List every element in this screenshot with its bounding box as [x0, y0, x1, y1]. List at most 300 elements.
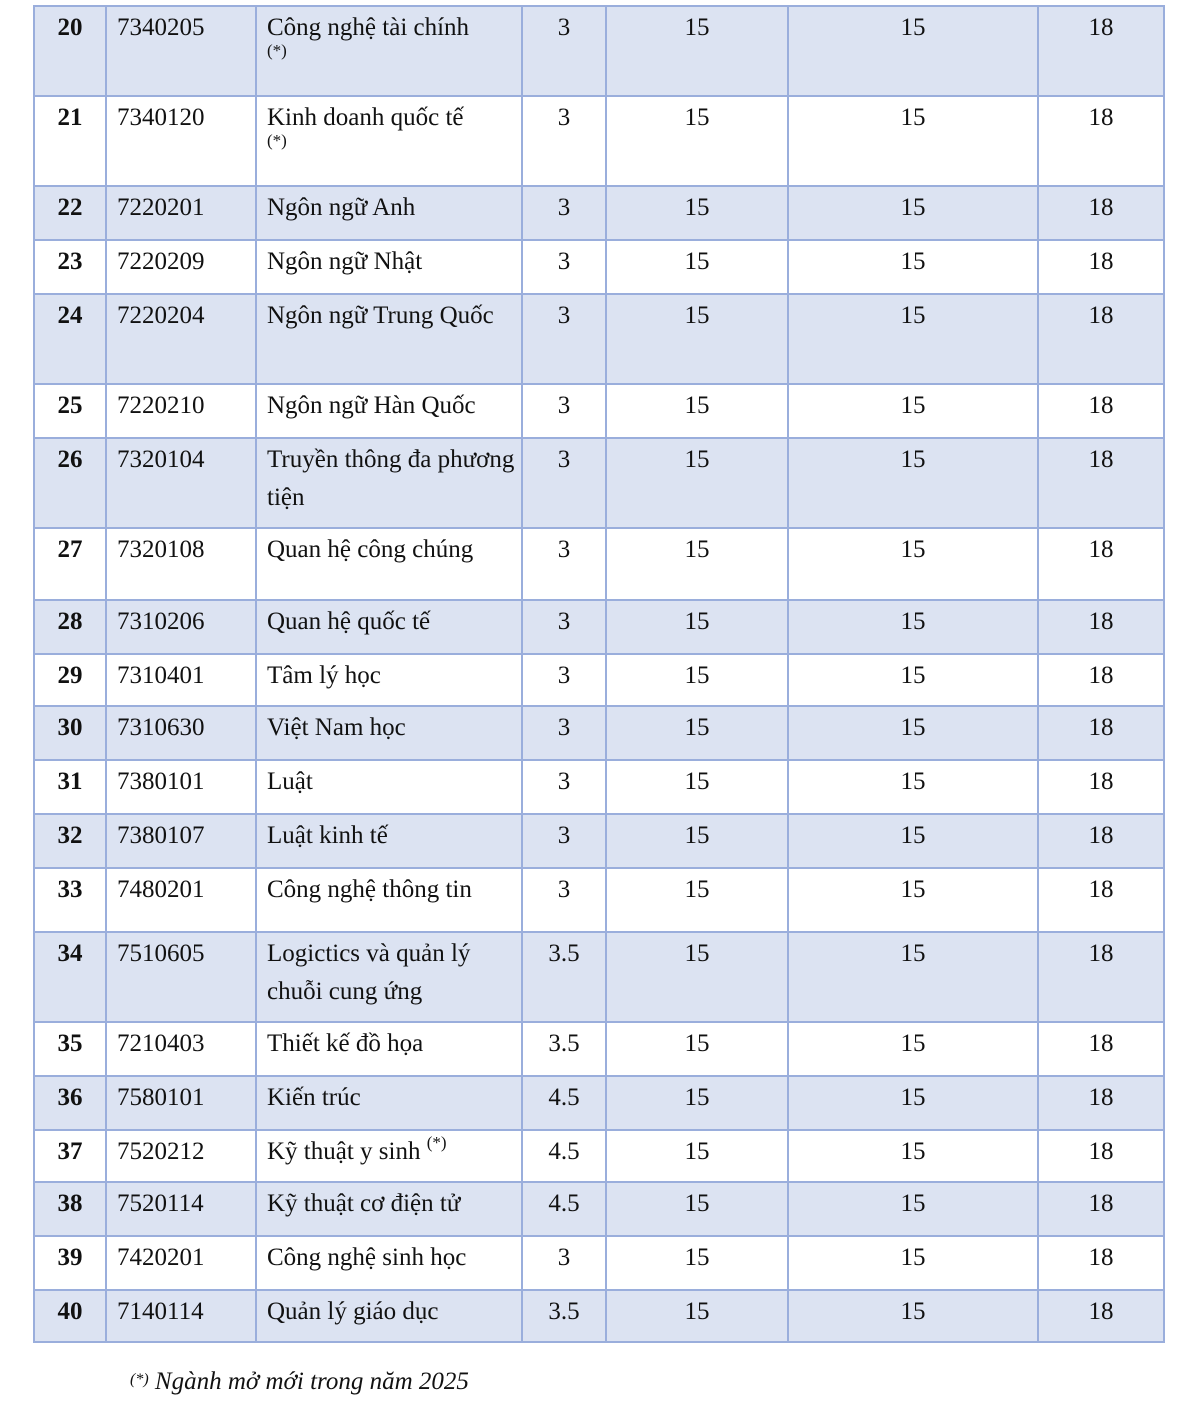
- major-code: 7380107: [117, 822, 205, 849]
- col-c-value-cell: [788, 6, 1038, 96]
- major-name: Công nghệ sinh học: [267, 1244, 467, 1271]
- col-d-value-cell: [1038, 384, 1164, 438]
- row-number: 35: [57, 1030, 83, 1057]
- col-c-value: 15: [900, 194, 926, 221]
- col-d-value-cell: [1038, 294, 1164, 384]
- major-code: 7380101: [117, 768, 205, 795]
- row-number: 29: [57, 662, 83, 689]
- major-name: Kỹ thuật cơ điện tử: [267, 1190, 461, 1217]
- major-code: 7310630: [117, 714, 205, 741]
- row-number: 30: [57, 714, 83, 741]
- col-b-value: 15: [684, 248, 710, 275]
- col-b-value: 15: [684, 104, 710, 131]
- row-number: 32: [57, 822, 83, 849]
- col-d-value-cell: [1038, 1182, 1164, 1236]
- col-d-value: 18: [1088, 194, 1114, 221]
- col-d-value: 18: [1088, 876, 1114, 903]
- major-name-cell: [256, 868, 522, 932]
- row-number: 31: [57, 768, 83, 795]
- row-number-cell: [34, 240, 106, 294]
- major-name-cell: [256, 814, 522, 868]
- major-code: 7310401: [117, 662, 205, 689]
- col-b-value: 15: [684, 940, 710, 967]
- major-code: 7320108: [117, 536, 205, 563]
- col-d-value: 18: [1088, 1190, 1114, 1217]
- table-row: [34, 868, 1164, 932]
- col-c-value: 15: [900, 1244, 926, 1271]
- col-d-value: 18: [1088, 1030, 1114, 1057]
- col-c-value: 15: [900, 302, 926, 329]
- col-a-value: 3: [557, 1244, 571, 1271]
- row-number: 36: [57, 1084, 83, 1111]
- col-a-value-cell: [522, 438, 606, 528]
- row-number-cell: [34, 1076, 106, 1130]
- col-b-value: 15: [684, 714, 710, 741]
- row-number: 37: [57, 1138, 83, 1165]
- col-b-value-cell: [606, 760, 788, 814]
- col-b-value-cell: [606, 814, 788, 868]
- table-row: [34, 932, 1164, 1022]
- col-c-value-cell: [788, 240, 1038, 294]
- col-b-value: 15: [684, 662, 710, 689]
- col-d-value-cell: [1038, 6, 1164, 96]
- major-code-cell: [106, 384, 256, 438]
- col-d-value: 18: [1088, 940, 1114, 967]
- col-b-value-cell: [606, 1182, 788, 1236]
- table-row: [34, 384, 1164, 438]
- row-number: 24: [57, 302, 83, 329]
- row-number: 25: [57, 392, 83, 419]
- col-c-value-cell: [788, 384, 1038, 438]
- col-a-value: 3.5: [548, 1298, 580, 1325]
- col-b-value-cell: [606, 1236, 788, 1290]
- col-a-value: 3.5: [548, 940, 580, 967]
- col-d-value-cell: [1038, 240, 1164, 294]
- col-a-value: 4.5: [548, 1084, 580, 1111]
- row-number-cell: [34, 528, 106, 600]
- row-number: 27: [57, 536, 83, 563]
- table-row: [34, 814, 1164, 868]
- col-a-value-cell: [522, 96, 606, 186]
- row-number-cell: [34, 1290, 106, 1342]
- major-code-cell: [106, 654, 256, 706]
- col-d-value: 18: [1088, 768, 1114, 795]
- col-d-value-cell: [1038, 814, 1164, 868]
- major-name-cell: [256, 1236, 522, 1290]
- major-name-cell: [256, 1182, 522, 1236]
- col-d-value-cell: [1038, 96, 1164, 186]
- table-row: [34, 760, 1164, 814]
- col-a-value: 3: [557, 302, 571, 329]
- col-a-value-cell: [522, 932, 606, 1022]
- col-d-value: 18: [1088, 1244, 1114, 1271]
- col-c-value-cell: [788, 1236, 1038, 1290]
- col-c-value-cell: [788, 186, 1038, 240]
- col-a-value-cell: [522, 240, 606, 294]
- col-d-value-cell: [1038, 186, 1164, 240]
- col-a-value: 3: [557, 14, 571, 41]
- col-b-value: 15: [684, 876, 710, 903]
- col-c-value: 15: [900, 392, 926, 419]
- col-d-value-cell: [1038, 868, 1164, 932]
- col-c-value-cell: [788, 1022, 1038, 1076]
- major-code: 7220210: [117, 392, 205, 419]
- table-row: [34, 438, 1164, 528]
- major-name-cell: [256, 96, 522, 186]
- row-number: 39: [57, 1244, 83, 1271]
- col-c-value: 15: [900, 608, 926, 635]
- col-c-value: 15: [900, 446, 926, 473]
- row-number-cell: [34, 1236, 106, 1290]
- row-number: 23: [57, 248, 83, 275]
- col-c-value: 15: [900, 1298, 926, 1325]
- col-b-value-cell: [606, 1076, 788, 1130]
- col-c-value-cell: [788, 1130, 1038, 1182]
- col-c-value-cell: [788, 294, 1038, 384]
- col-a-value-cell: [522, 6, 606, 96]
- major-code-cell: [106, 294, 256, 384]
- col-c-value: 15: [900, 940, 926, 967]
- row-number-cell: [34, 438, 106, 528]
- col-d-value: 18: [1088, 608, 1114, 635]
- col-c-value: 15: [900, 662, 926, 689]
- major-code: 7580101: [117, 1084, 205, 1111]
- col-d-value-cell: [1038, 1022, 1164, 1076]
- col-c-value-cell: [788, 600, 1038, 654]
- major-name: Logictics và quản lý chuỗi cung ứng: [267, 940, 471, 1005]
- row-number: 20: [57, 14, 83, 41]
- row-number-cell: [34, 1182, 106, 1236]
- col-a-value: 4.5: [548, 1190, 580, 1217]
- major-name-cell: [256, 1130, 522, 1182]
- col-a-value-cell: [522, 600, 606, 654]
- col-c-value-cell: [788, 868, 1038, 932]
- row-number-cell: [34, 654, 106, 706]
- col-a-value: 3: [557, 392, 571, 419]
- major-name: Kinh doanh quốc tế: [267, 104, 464, 131]
- major-name-cell: [256, 6, 522, 96]
- col-c-value: 15: [900, 1030, 926, 1057]
- col-b-value-cell: [606, 932, 788, 1022]
- table-row: [34, 186, 1164, 240]
- major-code: 7520114: [117, 1190, 204, 1217]
- row-number: 38: [57, 1190, 83, 1217]
- col-d-value-cell: [1038, 528, 1164, 600]
- row-number: 28: [57, 608, 83, 635]
- major-code-cell: [106, 6, 256, 96]
- col-b-value: 15: [684, 608, 710, 635]
- col-a-value: 3: [557, 822, 571, 849]
- col-a-value: 3: [557, 876, 571, 903]
- col-d-value: 18: [1088, 714, 1114, 741]
- col-a-value: 4.5: [548, 1138, 580, 1165]
- col-a-value-cell: [522, 654, 606, 706]
- col-d-value: 18: [1088, 104, 1114, 131]
- col-b-value-cell: [606, 438, 788, 528]
- col-c-value-cell: [788, 1182, 1038, 1236]
- col-d-value: 18: [1088, 14, 1114, 41]
- col-c-value-cell: [788, 760, 1038, 814]
- major-code-cell: [106, 760, 256, 814]
- major-code-cell: [106, 240, 256, 294]
- col-a-value-cell: [522, 384, 606, 438]
- col-c-value: 15: [900, 768, 926, 795]
- major-code-cell: [106, 438, 256, 528]
- row-number-cell: [34, 814, 106, 868]
- table-row: [34, 96, 1164, 186]
- col-c-value: 15: [900, 1190, 926, 1217]
- major-name: Quản lý giáo dục: [267, 1298, 439, 1325]
- major-name-cell: [256, 528, 522, 600]
- col-b-value: 15: [684, 1190, 710, 1217]
- major-name: Ngôn ngữ Hàn Quốc: [267, 392, 476, 419]
- table-row: [34, 706, 1164, 760]
- major-code-cell: [106, 706, 256, 760]
- col-d-value: 18: [1088, 1298, 1114, 1325]
- col-b-value-cell: [606, 600, 788, 654]
- col-b-value-cell: [606, 706, 788, 760]
- col-d-value-cell: [1038, 1236, 1164, 1290]
- col-c-value: 15: [900, 14, 926, 41]
- col-a-value-cell: [522, 1076, 606, 1130]
- col-c-value-cell: [788, 814, 1038, 868]
- col-b-value-cell: [606, 1022, 788, 1076]
- table-row: [34, 1290, 1164, 1342]
- col-d-value: 18: [1088, 536, 1114, 563]
- col-b-value: 15: [684, 822, 710, 849]
- table-row: [34, 1130, 1164, 1182]
- major-code-cell: [106, 1022, 256, 1076]
- col-a-value: 3: [557, 446, 571, 473]
- table-row: [34, 654, 1164, 706]
- col-a-value-cell: [522, 1130, 606, 1182]
- major-code: 7140114: [117, 1298, 204, 1325]
- col-b-value-cell: [606, 6, 788, 96]
- col-b-value: 15: [684, 1084, 710, 1111]
- row-number-cell: [34, 760, 106, 814]
- col-a-value: 3: [557, 536, 571, 563]
- col-b-value: 15: [684, 1298, 710, 1325]
- major-name: Ngôn ngữ Trung Quốc: [267, 302, 494, 329]
- major-name-cell: [256, 294, 522, 384]
- table-row: [34, 1076, 1164, 1130]
- row-number: 22: [57, 194, 83, 221]
- col-b-value: 15: [684, 1244, 710, 1271]
- major-code: 7420201: [117, 1244, 205, 1271]
- major-code: 7340205: [117, 14, 205, 41]
- col-a-value: 3: [557, 662, 571, 689]
- major-code-cell: [106, 1076, 256, 1130]
- table-row: [34, 1182, 1164, 1236]
- major-name: Kiến trúc: [267, 1084, 361, 1111]
- col-d-value: 18: [1088, 822, 1114, 849]
- new-major-mark: (*): [267, 131, 287, 150]
- col-a-value: 3: [557, 248, 571, 275]
- major-code: 7320104: [117, 446, 205, 473]
- col-b-value-cell: [606, 384, 788, 438]
- col-d-value-cell: [1038, 438, 1164, 528]
- table-body: [34, 6, 1164, 1342]
- col-c-value: 15: [900, 876, 926, 903]
- table-row: [34, 528, 1164, 600]
- col-b-value-cell: [606, 868, 788, 932]
- col-d-value: 18: [1088, 302, 1114, 329]
- col-c-value: 15: [900, 1084, 926, 1111]
- col-c-value: 15: [900, 104, 926, 131]
- major-code: 7480201: [117, 876, 205, 903]
- col-b-value-cell: [606, 528, 788, 600]
- row-number: 21: [57, 104, 83, 131]
- footnote-mark: (*): [130, 1371, 149, 1388]
- row-number-cell: [34, 1022, 106, 1076]
- col-c-value-cell: [788, 706, 1038, 760]
- col-a-value: 3: [557, 768, 571, 795]
- major-code-cell: [106, 932, 256, 1022]
- col-c-value: 15: [900, 714, 926, 741]
- major-name: Ngôn ngữ Nhật: [267, 248, 423, 275]
- col-d-value-cell: [1038, 654, 1164, 706]
- col-b-value: 15: [684, 1138, 710, 1165]
- row-number: 40: [57, 1298, 83, 1325]
- col-d-value-cell: [1038, 760, 1164, 814]
- col-d-value: 18: [1088, 662, 1114, 689]
- admission-table: [33, 5, 1165, 1343]
- col-a-value-cell: [522, 1182, 606, 1236]
- major-name: Công nghệ thông tin: [267, 876, 472, 903]
- col-d-value-cell: [1038, 1130, 1164, 1182]
- col-d-value: 18: [1088, 446, 1114, 473]
- table-row: [34, 1022, 1164, 1076]
- major-name-cell: [256, 1022, 522, 1076]
- col-b-value-cell: [606, 186, 788, 240]
- col-d-value: 18: [1088, 1084, 1114, 1111]
- major-name-cell: [256, 240, 522, 294]
- col-c-value-cell: [788, 654, 1038, 706]
- col-b-value: 15: [684, 392, 710, 419]
- col-a-value-cell: [522, 294, 606, 384]
- col-a-value-cell: [522, 868, 606, 932]
- major-name-cell: [256, 1076, 522, 1130]
- col-b-value: 15: [684, 302, 710, 329]
- col-d-value-cell: [1038, 1290, 1164, 1342]
- col-b-value: 15: [684, 14, 710, 41]
- row-number-cell: [34, 706, 106, 760]
- major-name: Tâm lý học: [267, 662, 381, 689]
- table-row: [34, 240, 1164, 294]
- col-d-value: 18: [1088, 248, 1114, 275]
- col-d-value-cell: [1038, 706, 1164, 760]
- row-number: 33: [57, 876, 83, 903]
- row-number-cell: [34, 294, 106, 384]
- new-major-mark: (*): [267, 41, 287, 60]
- col-d-value: 18: [1088, 392, 1114, 419]
- row-number-cell: [34, 6, 106, 96]
- major-code-cell: [106, 1290, 256, 1342]
- major-name: Ngôn ngữ Anh: [267, 194, 416, 221]
- row-number-cell: [34, 384, 106, 438]
- row-number: 26: [57, 446, 83, 473]
- major-code-cell: [106, 814, 256, 868]
- major-code: 7510605: [117, 940, 205, 967]
- col-b-value-cell: [606, 1290, 788, 1342]
- col-a-value: 3: [557, 714, 571, 741]
- col-a-value-cell: [522, 1236, 606, 1290]
- major-name-cell: [256, 600, 522, 654]
- col-b-value: 15: [684, 536, 710, 563]
- major-name: Luật: [267, 768, 313, 795]
- col-b-value-cell: [606, 1130, 788, 1182]
- col-c-value: 15: [900, 1138, 926, 1165]
- major-code: 7310206: [117, 608, 205, 635]
- row-number-cell: [34, 96, 106, 186]
- major-name-cell: [256, 932, 522, 1022]
- col-c-value-cell: [788, 932, 1038, 1022]
- table-row: [34, 1236, 1164, 1290]
- table-row: [34, 6, 1164, 96]
- major-code-cell: [106, 868, 256, 932]
- major-name-cell: [256, 384, 522, 438]
- major-code: 7220209: [117, 248, 205, 275]
- col-c-value-cell: [788, 438, 1038, 528]
- col-b-value: 15: [684, 768, 710, 795]
- new-major-mark: (*): [426, 1133, 447, 1152]
- col-c-value-cell: [788, 1076, 1038, 1130]
- col-b-value-cell: [606, 654, 788, 706]
- col-c-value: 15: [900, 536, 926, 563]
- col-b-value: 15: [684, 1030, 710, 1057]
- major-code-cell: [106, 1130, 256, 1182]
- major-name: Kỹ thuật y sinh: [267, 1138, 421, 1165]
- table-row: [34, 600, 1164, 654]
- col-a-value-cell: [522, 760, 606, 814]
- col-c-value-cell: [788, 528, 1038, 600]
- major-code-cell: [106, 528, 256, 600]
- row-number-cell: [34, 1130, 106, 1182]
- col-b-value-cell: [606, 294, 788, 384]
- col-c-value-cell: [788, 1290, 1038, 1342]
- major-code-cell: [106, 186, 256, 240]
- col-b-value: 15: [684, 194, 710, 221]
- major-code: 7210403: [117, 1030, 205, 1057]
- col-a-value-cell: [522, 814, 606, 868]
- major-code-cell: [106, 96, 256, 186]
- major-name-cell: [256, 186, 522, 240]
- row-number-cell: [34, 932, 106, 1022]
- col-a-value-cell: [522, 706, 606, 760]
- major-name: Truyền thông đa phương tiện: [267, 446, 515, 511]
- major-name: Việt Nam học: [267, 714, 406, 741]
- col-d-value-cell: [1038, 1076, 1164, 1130]
- major-name-cell: [256, 760, 522, 814]
- col-a-value-cell: [522, 186, 606, 240]
- row-number-cell: [34, 600, 106, 654]
- col-d-value: 18: [1088, 1138, 1114, 1165]
- major-code: 7220204: [117, 302, 205, 329]
- table-row: [34, 294, 1164, 384]
- col-c-value-cell: [788, 96, 1038, 186]
- col-c-value: 15: [900, 248, 926, 275]
- major-name-cell: [256, 706, 522, 760]
- major-name-cell: [256, 654, 522, 706]
- major-code-cell: [106, 1236, 256, 1290]
- col-a-value-cell: [522, 528, 606, 600]
- footnote: [130, 1368, 469, 1396]
- col-a-value: 3: [557, 608, 571, 635]
- major-name: Quan hệ công chúng: [267, 536, 474, 563]
- major-name: Quan hệ quốc tế: [267, 608, 431, 635]
- major-code-cell: [106, 1182, 256, 1236]
- col-a-value-cell: [522, 1290, 606, 1342]
